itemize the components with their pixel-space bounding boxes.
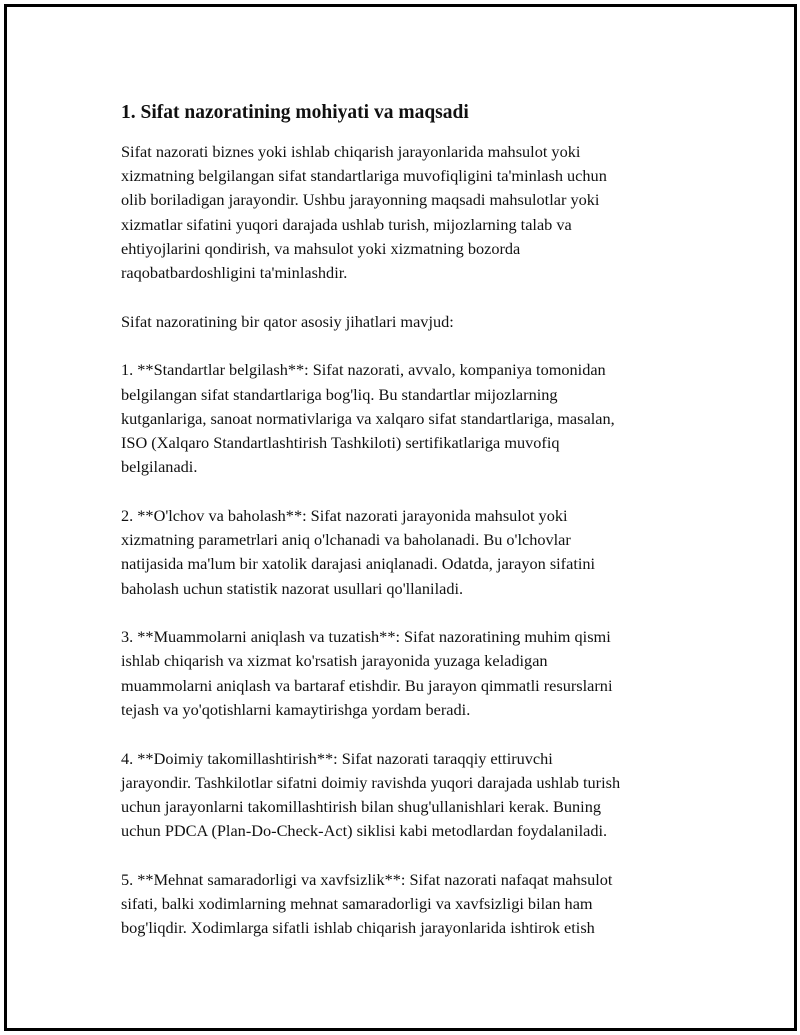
list-item-standards: 1. **Standartlar belgilash**: Sifat nazorati, avvalo, kompaniya tomonidan belgilangan sifat standartlariga bog'liq. Bu standartlar mijozlarning kutganlariga, sanoat normativlariga va xalqaro sifat standartlariga, masalan, ISO (Xalqaro Standartlashtirish Tashkiloti) sertifikatlariga muvofiq belgilanadi. (121, 360, 615, 477)
list-item-productivity: 5. **Mehnat samaradorligi va xavfsizlik**: Sifat nazorati nafaqat mahsulot sifati, balki xodimlarning mehnat samaradorligi va xavfsizligi bilan ham bog'liqdir. Xodimlarga sifatli ishlab chiqarish jarayonlarida ishtirok etish (121, 869, 613, 938)
page-title: 1. Sifat nazoratining mohiyati va maqsadi (121, 102, 469, 123)
intro-paragraph: Sifat nazorati biznes yoki ishlab chiqarish jarayonlarida mahsulot yoki xizmatning belgilangan sifat standartlariga muvofiqligini ta'minlash uchun olib boriladigan jarayondir. Ushbu jarayonning maqsadi mahsulotlar yoki xizmatlar sifatini yuqori darajada ushlab turish, mijozlarning talab va ehtiyojlarini qondirish, va mahsulot yoki xizmatning bozorda raqobatbardoshligini ta'minlashdir. (121, 142, 607, 283)
list-item-improvement: 4. **Doimiy takomillashtirish**: Sifat nazorati taraqqiy ettiruvchi jarayondir. Tashkilotlar sifatni doimiy ravishda yuqori darajada ushlab turish uchun jarayonlarni takomillashtirish bilan shug'ullanishlari kerak. Buning uchun PDCA (Plan-Do-Check-Act) siklisi kabi metodlardan foydalaniladi. (121, 748, 621, 841)
list-item-problems: 3. **Muammolarni aniqlash va tuzatish**: Sifat nazoratining muhim qismi ishlab chiqarish va xizmat ko'rsatish jarayonida yuzaga keladigan muammolarni aniqlash va bartaraf etishdir. Bu jarayon qimmatli resurslarni tejash va yo'qotishlarni kamaytirishga yordam beradi. (121, 627, 613, 719)
document-page (4, 4, 797, 1031)
list-item-measurement: 2. **O'lchov va baholash**: Sifat nazorati jarayonida mahsulot yoki xizmatning parametrlari aniq o'lchanadi va baholanadi. Bu o'lchovlar natijasida ma'lum bir xatolik darajasi aniqlanadi. Odatda, jarayon sifatini baholash uchun statistik nazorat usullari qo'llaniladi. (121, 505, 596, 598)
aspects-intro-paragraph: Sifat nazoratining bir qator asosiy jihatlari mavjud: (121, 311, 454, 331)
document-body (121, 99, 701, 965)
